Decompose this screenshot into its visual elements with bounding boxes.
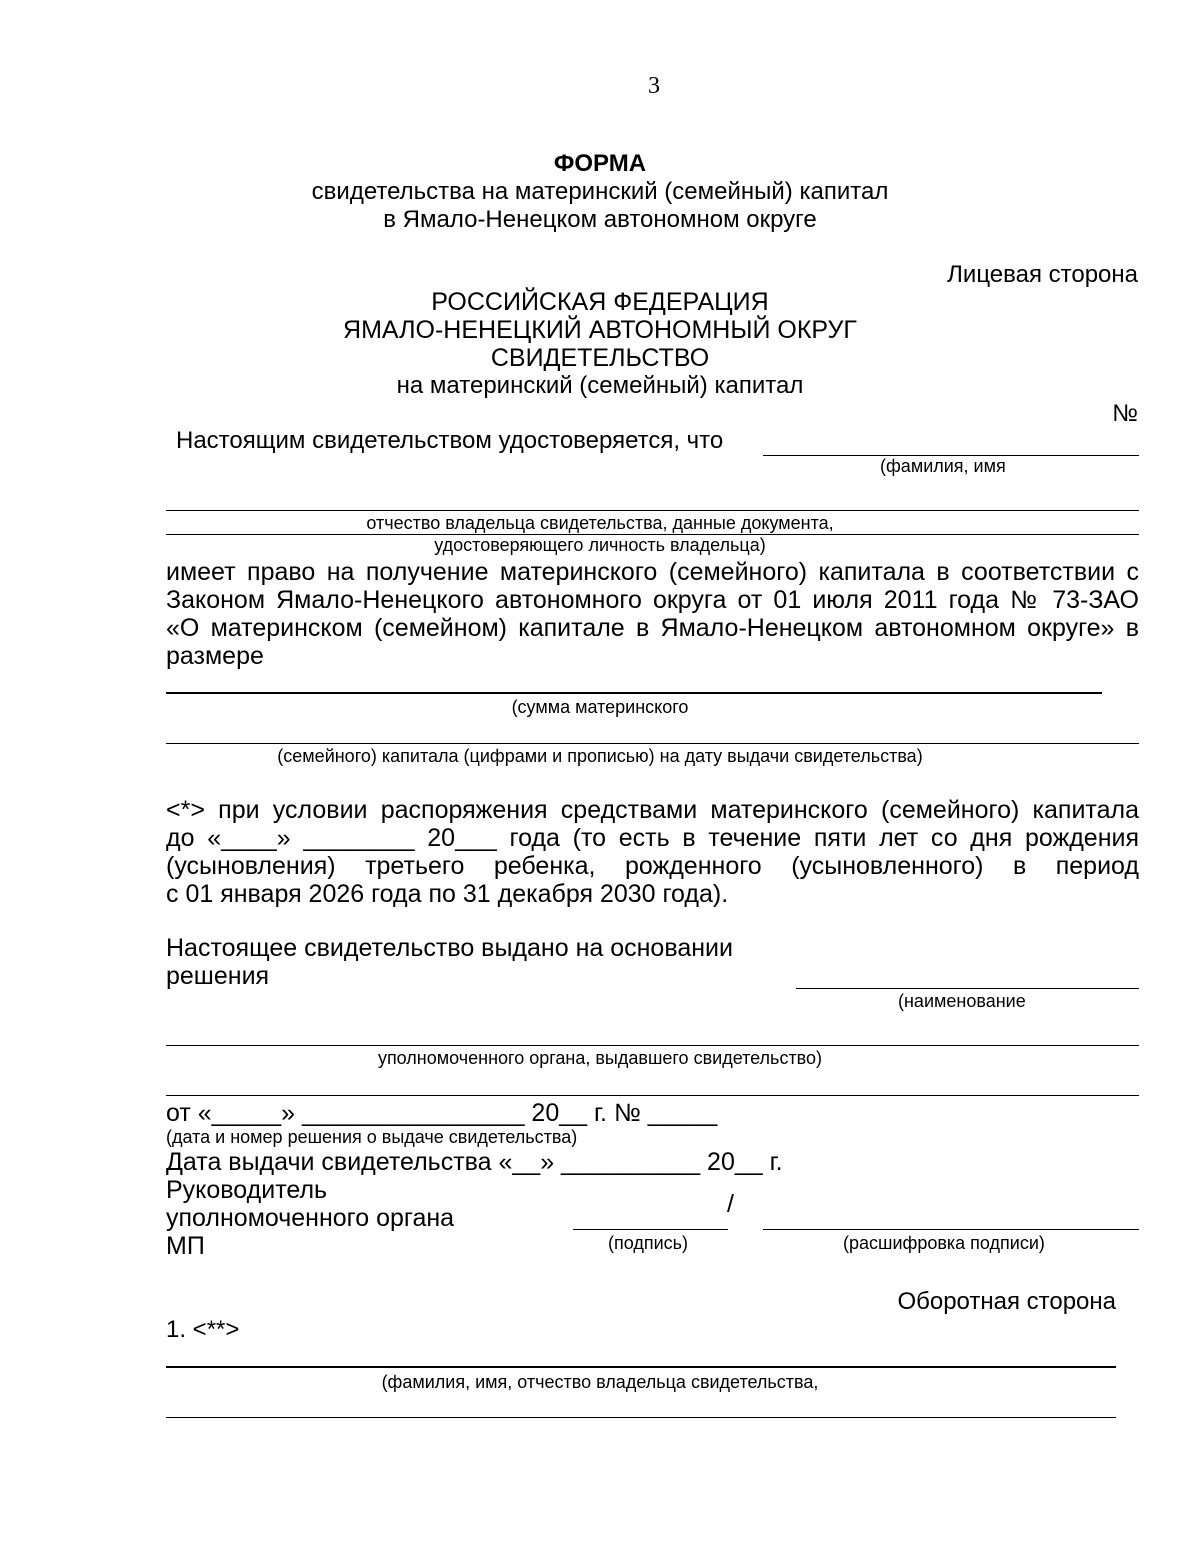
issuing-body-name-line [166,1045,1139,1046]
right-paragraph-line1: имеет право на получение материнского (семейного) капитала в соответствии с [166,558,1139,586]
sum-words-line [166,743,1139,744]
condition-paragraph [166,796,1139,908]
caption-patronymic-document: отчество владельца свидетельства, данные документа, [366,513,834,533]
back-owner-line-2 [166,1417,1116,1418]
sum-line [166,692,1102,694]
back-item-1: 1. <**> [166,1316,240,1343]
front-side-label: Лицевая сторона [947,261,1138,288]
certificate-title-line1: РОССИЙСКАЯ ФЕДЕРАЦИЯ [431,288,769,316]
caption-back-owner: (фамилия, имя, отчество владельца свидетельства, [381,1372,819,1392]
back-owner-line [166,1366,1116,1368]
condition-line4: с 01 января 2026 года по 31 декабря 2030 года). [166,880,729,908]
certificate-title-line2: ЯМАЛО-НЕНЕЦКИЙ АВТОНОМНЫЙ ОКРУГ [343,316,857,344]
caption-identity-document: удостоверяющего личность владельца) [434,535,766,555]
signature-line [573,1229,728,1230]
issuing-body-line [796,988,1139,989]
caption-issuing-body: (наименование [898,991,1026,1011]
right-paragraph-line2: Законом Ямало-Ненецкого автономного округа от 01 июля 2011 года № 73-ЗАО [166,586,1139,614]
certify-text: Настоящим свидетельством удостоверяется, что [176,427,724,454]
caption-signature-decode: (расшифровка подписи) [843,1233,1045,1253]
form-title: ФОРМА [553,150,647,177]
certificate-title-line4: на материнский (семейный) капитал [396,372,804,399]
right-paragraph-line4: размере [166,642,264,670]
caption-decision: (дата и номер решения о выдаче свидетельства) [166,1127,578,1147]
caption-sum-words: (семейного) капитала (цифрами и прописью) на дату выдачи свидетельства) [277,746,923,766]
condition-line1: <*> при условии распоряжения средствами материнского (семейного) капитала [166,796,1139,824]
back-side-label: Оборотная сторона [897,1288,1116,1315]
issued-basis-line1: Настоящее свидетельство выдано на основании [166,934,733,962]
decision-date-number: от «_____» ________________ 20__ г. № _____ [166,1099,718,1127]
condition-line2: до «____» ________ 20___ года (то есть в течение пяти лет со дня рождения [166,824,1139,852]
owner-patronymic-line [166,510,1139,511]
caption-signature: (подпись) [608,1233,689,1253]
form-subtitle-line1: свидетельства на материнский (семейный) капитал [311,178,889,205]
right-paragraph [166,558,1139,670]
right-paragraph-line3: «О материнском (семейном) капитале в Ямало-Ненецком автономном округе» в [166,614,1139,642]
caption-sum: (сумма материнского [511,697,689,717]
seal-label: МП [166,1232,205,1260]
page-number: 3 [648,73,660,99]
signature-decode-line [763,1229,1139,1230]
head-label-line2: уполномоченного органа [166,1204,455,1232]
form-subtitle-line2: в Ямало-Ненецком автономном округе [383,206,817,233]
issue-date-line: Дата выдачи свидетельства «__» __________ 20__ г. [166,1148,783,1176]
certificate-title-line3: СВИДЕТЕЛЬСТВО [490,344,710,372]
certificate-number-label: № [1112,400,1138,427]
condition-line3: (усыновления) третьего ребенка, рожденного (усыновленного) в период [166,852,1139,880]
signature-slash: / [727,1190,734,1218]
caption-name-surname: (фамилия, имя [880,456,1006,476]
caption-authorized-body: уполномоченного органа, выдавшего свидетельство) [377,1048,823,1068]
authorized-body-line [166,1095,1139,1096]
issued-basis-line2: решения [166,962,270,990]
head-label-line1: Руководитель [166,1176,328,1204]
